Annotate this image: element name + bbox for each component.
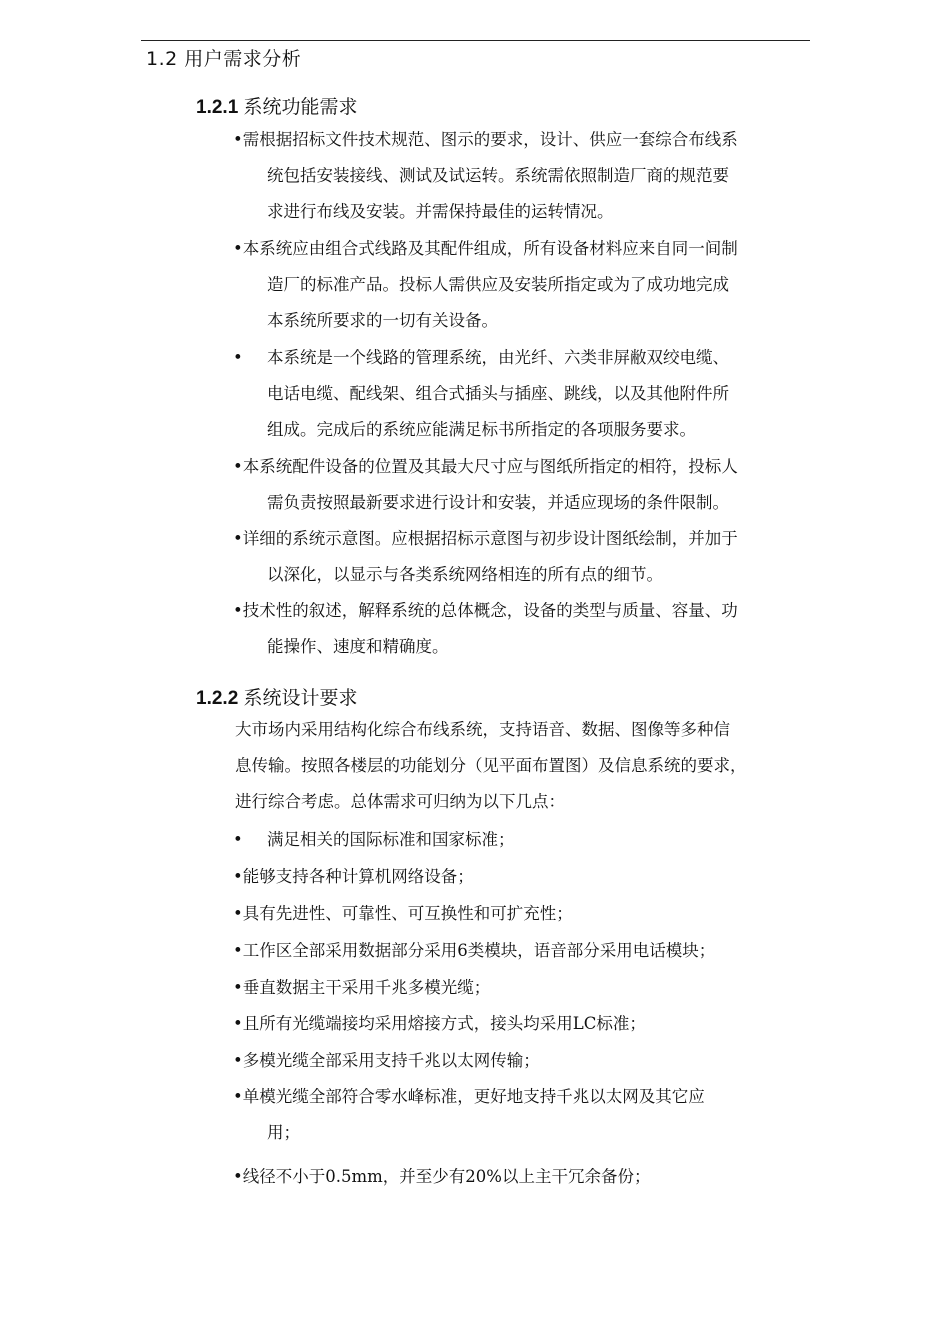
- bullet: •: [233, 1087, 243, 1106]
- bullet: •: [233, 1014, 243, 1033]
- item-text: 造厂的标准产品。投标人需供应及安装所指定或为了成功地完成: [267, 275, 729, 294]
- paragraph-line: 息传输。按照各楼层的功能划分（见平面布置图）及信息系统的要求，: [235, 756, 747, 775]
- bullet: •: [233, 457, 243, 476]
- item-text: 用；: [267, 1123, 300, 1142]
- item-text: 组成。完成后的系统应能满足标书所指定的各项服务要求。: [267, 420, 696, 439]
- item-text: 技术性的叙述，解释系统的总体概念，设备的类型与质量、容量、功: [242, 601, 738, 620]
- list-item: [233, 1159, 813, 1195]
- header-rule: [141, 40, 810, 41]
- bullet: •: [233, 904, 243, 923]
- subsection-number: 1.2.2: [196, 688, 239, 709]
- list-item: [233, 1079, 813, 1151]
- list-item: [233, 1043, 813, 1079]
- item-text: 求进行布线及安装。并需保持最佳的运转情况。: [267, 202, 614, 221]
- list-item: [233, 449, 813, 521]
- bullet: •: [233, 1051, 243, 1070]
- section-title: 1.2 用户需求分析: [146, 48, 302, 70]
- design-intro-paragraph: [235, 712, 815, 820]
- list-item: [233, 859, 813, 895]
- bullet: •: [233, 529, 243, 548]
- bullet: •: [233, 601, 243, 620]
- bullet: •: [233, 239, 243, 258]
- list-item: [233, 122, 813, 230]
- item-text: 需根据招标文件技术规范、图示的要求，设计、供应一套综合布线系: [242, 130, 738, 149]
- subsection-heading-1: [196, 92, 358, 119]
- list-item: [233, 340, 813, 448]
- list-item: [233, 521, 813, 593]
- item-text: 统包括安装接线、测试及试运转。系统需依照制造厂商的规范要: [267, 166, 729, 185]
- item-text: 本系统所要求的一切有关设备。: [267, 311, 498, 330]
- item-text: 且所有光缆端接均采用熔接方式，接头均采用LC标准；: [242, 1014, 646, 1033]
- item-text: 能操作、速度和精确度。: [267, 637, 449, 656]
- bullet: •: [233, 867, 243, 886]
- item-text: 需负责按照最新要求进行设计和安装，并适应现场的条件限制。: [267, 493, 729, 512]
- item-text: 满足相关的国际标准和国家标准；: [267, 830, 515, 849]
- item-text: 能够支持各种计算机网络设备；: [242, 867, 474, 886]
- subsection-number: 1.2.1: [196, 97, 239, 118]
- bullet: •: [233, 130, 243, 149]
- item-text: 工作区全部采用数据部分采用6类模块，语音部分采用电话模块；: [242, 941, 716, 960]
- item-text: 垂直数据主干采用千兆多模光缆；: [242, 978, 491, 997]
- item-text: 本系统是一个线路的管理系统，由光纤、六类非屏敝双绞电缆、: [267, 348, 729, 367]
- bullet: •: [233, 348, 243, 367]
- paragraph-line: 大市场内采用结构化综合布线系统，支持语音、数据、图像等多种信: [235, 720, 730, 739]
- item-text: 单模光缆全部符合零水峰标准，更好地支持千兆以太网及其它应: [242, 1087, 705, 1106]
- list-item: [233, 593, 813, 665]
- item-text: 以深化，以显示与各类系统网络相连的所有点的细节。: [267, 565, 663, 584]
- subsection-title: 系统设计要求: [243, 687, 358, 709]
- list-item: [233, 896, 813, 932]
- subsection-title: 系统功能需求: [243, 96, 358, 118]
- list-item: [233, 970, 813, 1006]
- list-item: [233, 1006, 813, 1042]
- paragraph-line: 进行综合考虑。总体需求可归纳为以下几点：: [235, 792, 565, 811]
- bullet: •: [233, 1167, 243, 1186]
- list-item: [233, 231, 813, 339]
- bullet: •: [233, 830, 243, 849]
- item-text: 本系统配件设备的位置及其最大尺寸应与图纸所指定的相符，投标人: [242, 457, 738, 476]
- item-text: 具有先进性、可靠性、可互换性和可扩充性；: [242, 904, 573, 923]
- item-text: 多模光缆全部采用支持千兆以太网传输；: [242, 1051, 540, 1070]
- item-text: 电话电缆、配线架、组合式插头与插座、跳线，以及其他附件所: [267, 384, 729, 403]
- item-text: 详细的系统示意图。应根据招标示意图与初步设计图纸绘制，并加于: [242, 529, 738, 548]
- bullet: •: [233, 978, 243, 997]
- bullet: •: [233, 941, 243, 960]
- list-item: [233, 822, 813, 858]
- subsection-heading-2: [196, 683, 358, 710]
- item-text: 本系统应由组合式线路及其配件组成，所有设备材料应来自同一间制: [242, 239, 738, 258]
- item-text: 线径不小于0.5mm，并至少有20%以上主干冗余备份；: [242, 1167, 651, 1186]
- list-item: [233, 933, 813, 969]
